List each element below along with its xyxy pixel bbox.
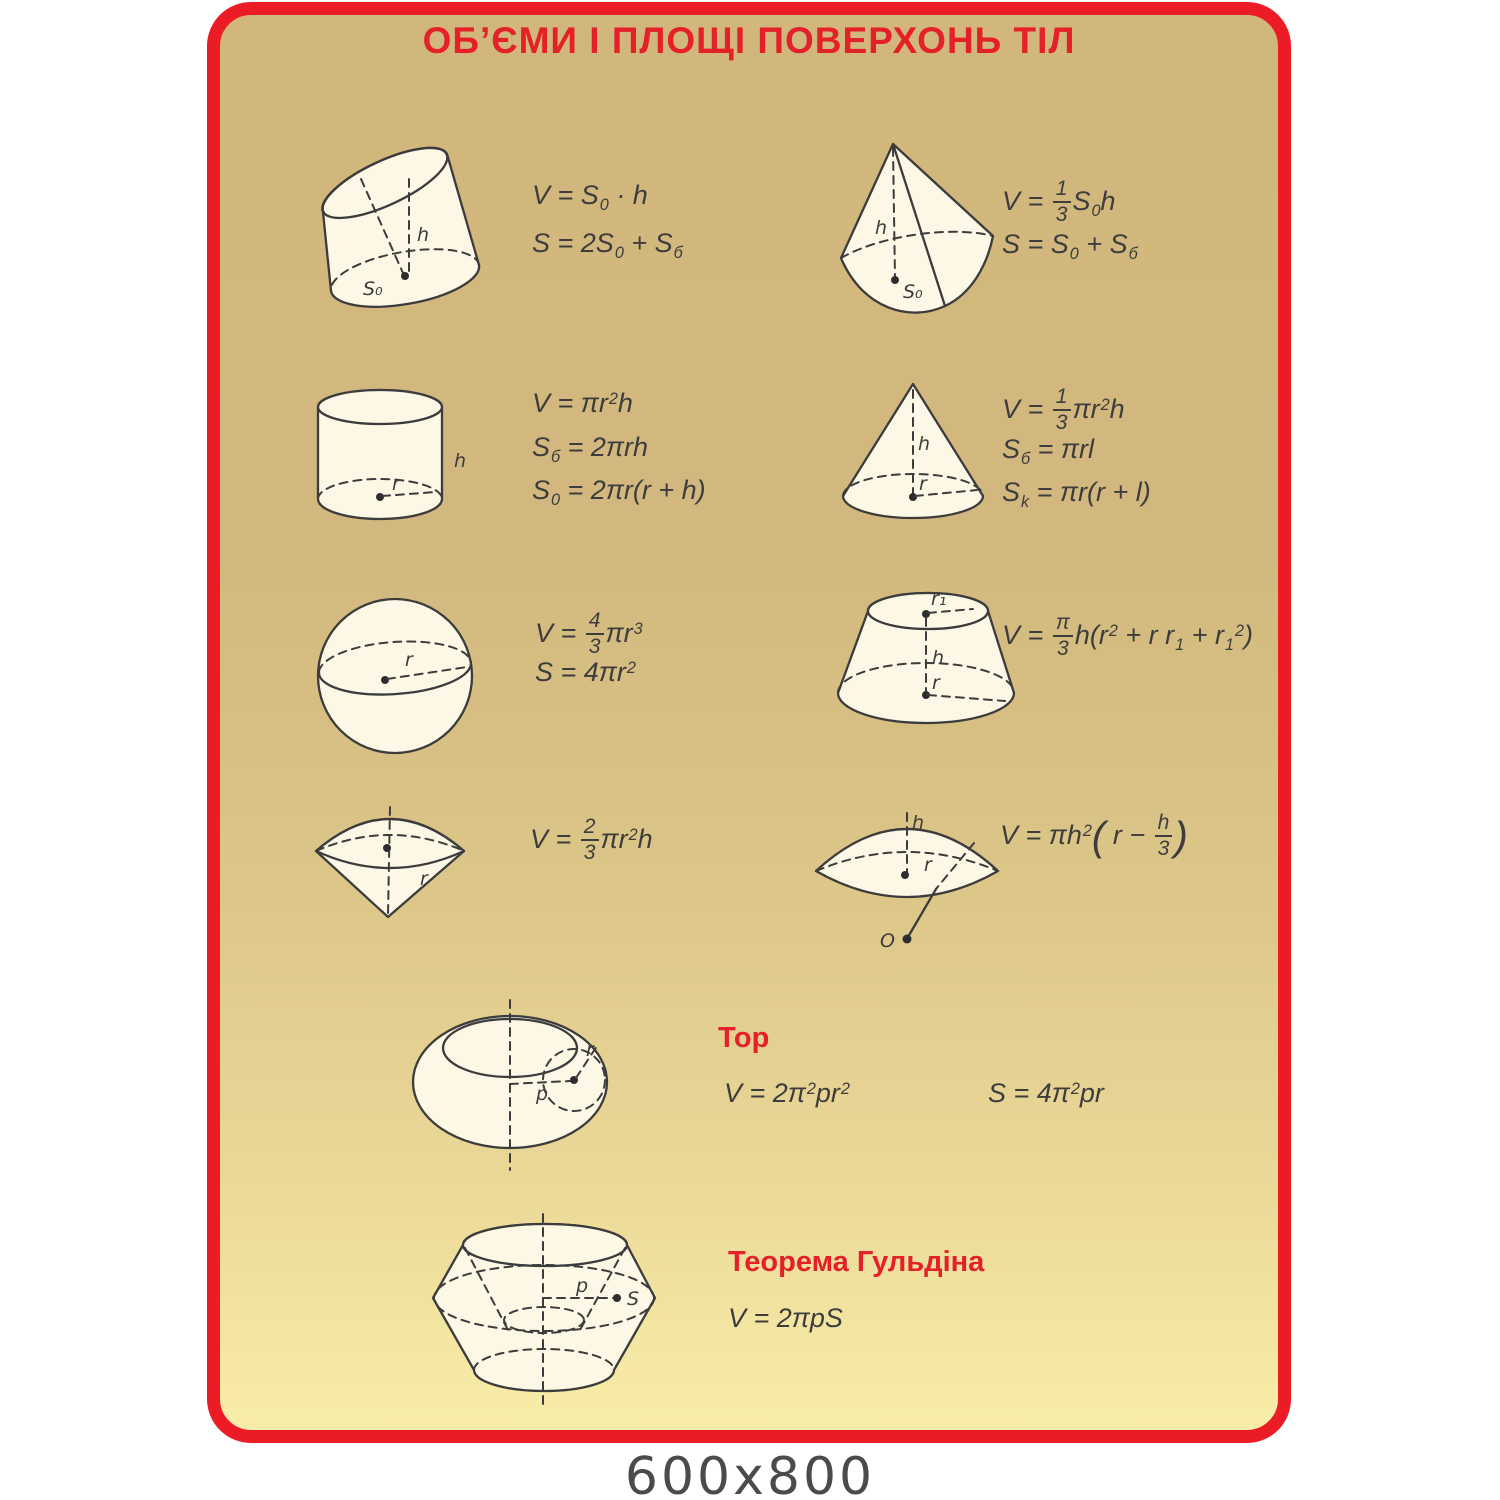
base-center-dot xyxy=(401,272,409,280)
label-h: h xyxy=(912,812,925,834)
cylinder-lateral-formula: $S_б = 2\pi rh$ xyxy=(532,432,649,466)
cone-lateral-formula: $S_б = \pi rl$ xyxy=(1002,434,1094,468)
sphere-surface-formula: $S = 4\pi r^2$ xyxy=(535,657,636,687)
label-o: O xyxy=(880,930,895,952)
center-dot xyxy=(383,844,391,852)
poster-title: ОБ’ЄМИ І ПЛОЩІ ПОВЕРХОНЬ ТІЛ xyxy=(422,20,1076,61)
torus-figure xyxy=(410,998,690,1203)
base-center-dot xyxy=(891,276,899,284)
torus-surface-formula: $S = 4\pi^2pr$ xyxy=(988,1078,1104,1108)
bicone-volume-formula: V = $\frac{2}{3}$ $\pi r^2h$ xyxy=(530,815,653,865)
base-center-dot xyxy=(909,493,917,501)
label-p: p xyxy=(536,1083,549,1105)
sphere-center-dot xyxy=(903,935,912,944)
label-s: S xyxy=(627,1288,640,1310)
label-s0: S₀ xyxy=(363,278,383,300)
top-center-dot xyxy=(922,610,930,618)
label-p: p xyxy=(576,1275,589,1297)
centroid-dot xyxy=(613,1294,621,1302)
label-r: r xyxy=(919,473,927,495)
guldin-volume-formula: V = 2πpS xyxy=(728,1303,843,1333)
frustum-volume-formula: V = $\frac{\pi}{3}$ $h(r^2 + r$ $r_1 + r_1^2$) xyxy=(1002,611,1253,661)
oblique-cylinder-volume-formula: $V = S_0 \cdot h$ xyxy=(532,180,648,214)
top-face xyxy=(463,1224,627,1266)
guldin-heading: Теорема Гульдіна xyxy=(728,1246,985,1278)
center-dot xyxy=(381,676,389,684)
sphere-volume-formula: V = $\frac{4}{3}$ $\pi r^3$ xyxy=(535,609,643,659)
sphere-figure xyxy=(313,588,478,763)
label-r: r xyxy=(932,672,940,694)
shape-outline xyxy=(318,599,472,753)
top-face xyxy=(318,390,442,424)
cone-full-formula: $S_k = \pi r(r + l)$ xyxy=(1002,477,1151,511)
pyramid-volume-formula: V = $\frac{1}{3}$ $S_0h$ xyxy=(1002,177,1116,227)
base-center-dot xyxy=(376,493,384,501)
label-r: r xyxy=(420,868,428,890)
label-h: h xyxy=(932,647,945,669)
label-r1: r₁ xyxy=(931,588,947,610)
pyramid-surface-formula: $S = S_0 + S_б$ xyxy=(1002,229,1138,263)
torus-volume-formula: $V = 2\pi^2pr^2$ xyxy=(724,1078,850,1108)
label-h: h xyxy=(454,450,467,472)
label-s0: S₀ xyxy=(903,281,923,303)
guldin-figure xyxy=(420,1208,675,1413)
base-center-dot xyxy=(901,871,909,879)
cylinder-figure xyxy=(308,383,483,528)
label-r: r xyxy=(924,854,932,876)
label-r: r xyxy=(586,1039,594,1061)
spherical-cap-figure xyxy=(808,783,1008,973)
cylinder-volume-formula: $V = \pi r^2h$ xyxy=(532,388,633,418)
oblique-cylinder-surface-formula: $S = 2S_0 + S_б$ xyxy=(532,228,683,262)
cone-volume-formula: V = $\frac{1}{3}$ $\pi r^2h$ xyxy=(1002,385,1125,435)
label-r: r xyxy=(405,649,413,671)
pyramid-figure xyxy=(833,138,1003,323)
label-r: r xyxy=(392,473,400,495)
label-h: h xyxy=(417,224,430,246)
spherical-cap-volume-formula: $V = \pi h^2$( r − $\frac{h}{3}$ ) xyxy=(1000,811,1188,861)
oblique-cylinder-figure xyxy=(293,133,493,323)
cylinder-full-formula: $S_0 = 2\pi r(r + h)$ xyxy=(532,475,706,509)
bicone-figure xyxy=(308,793,473,928)
torus-heading: Тор xyxy=(718,1022,770,1054)
cone-figure xyxy=(833,378,988,528)
frustum-figure xyxy=(833,578,1018,753)
label-h: h xyxy=(918,433,931,455)
size-caption: 600x800 xyxy=(624,1447,876,1500)
label-h: h xyxy=(875,217,888,239)
